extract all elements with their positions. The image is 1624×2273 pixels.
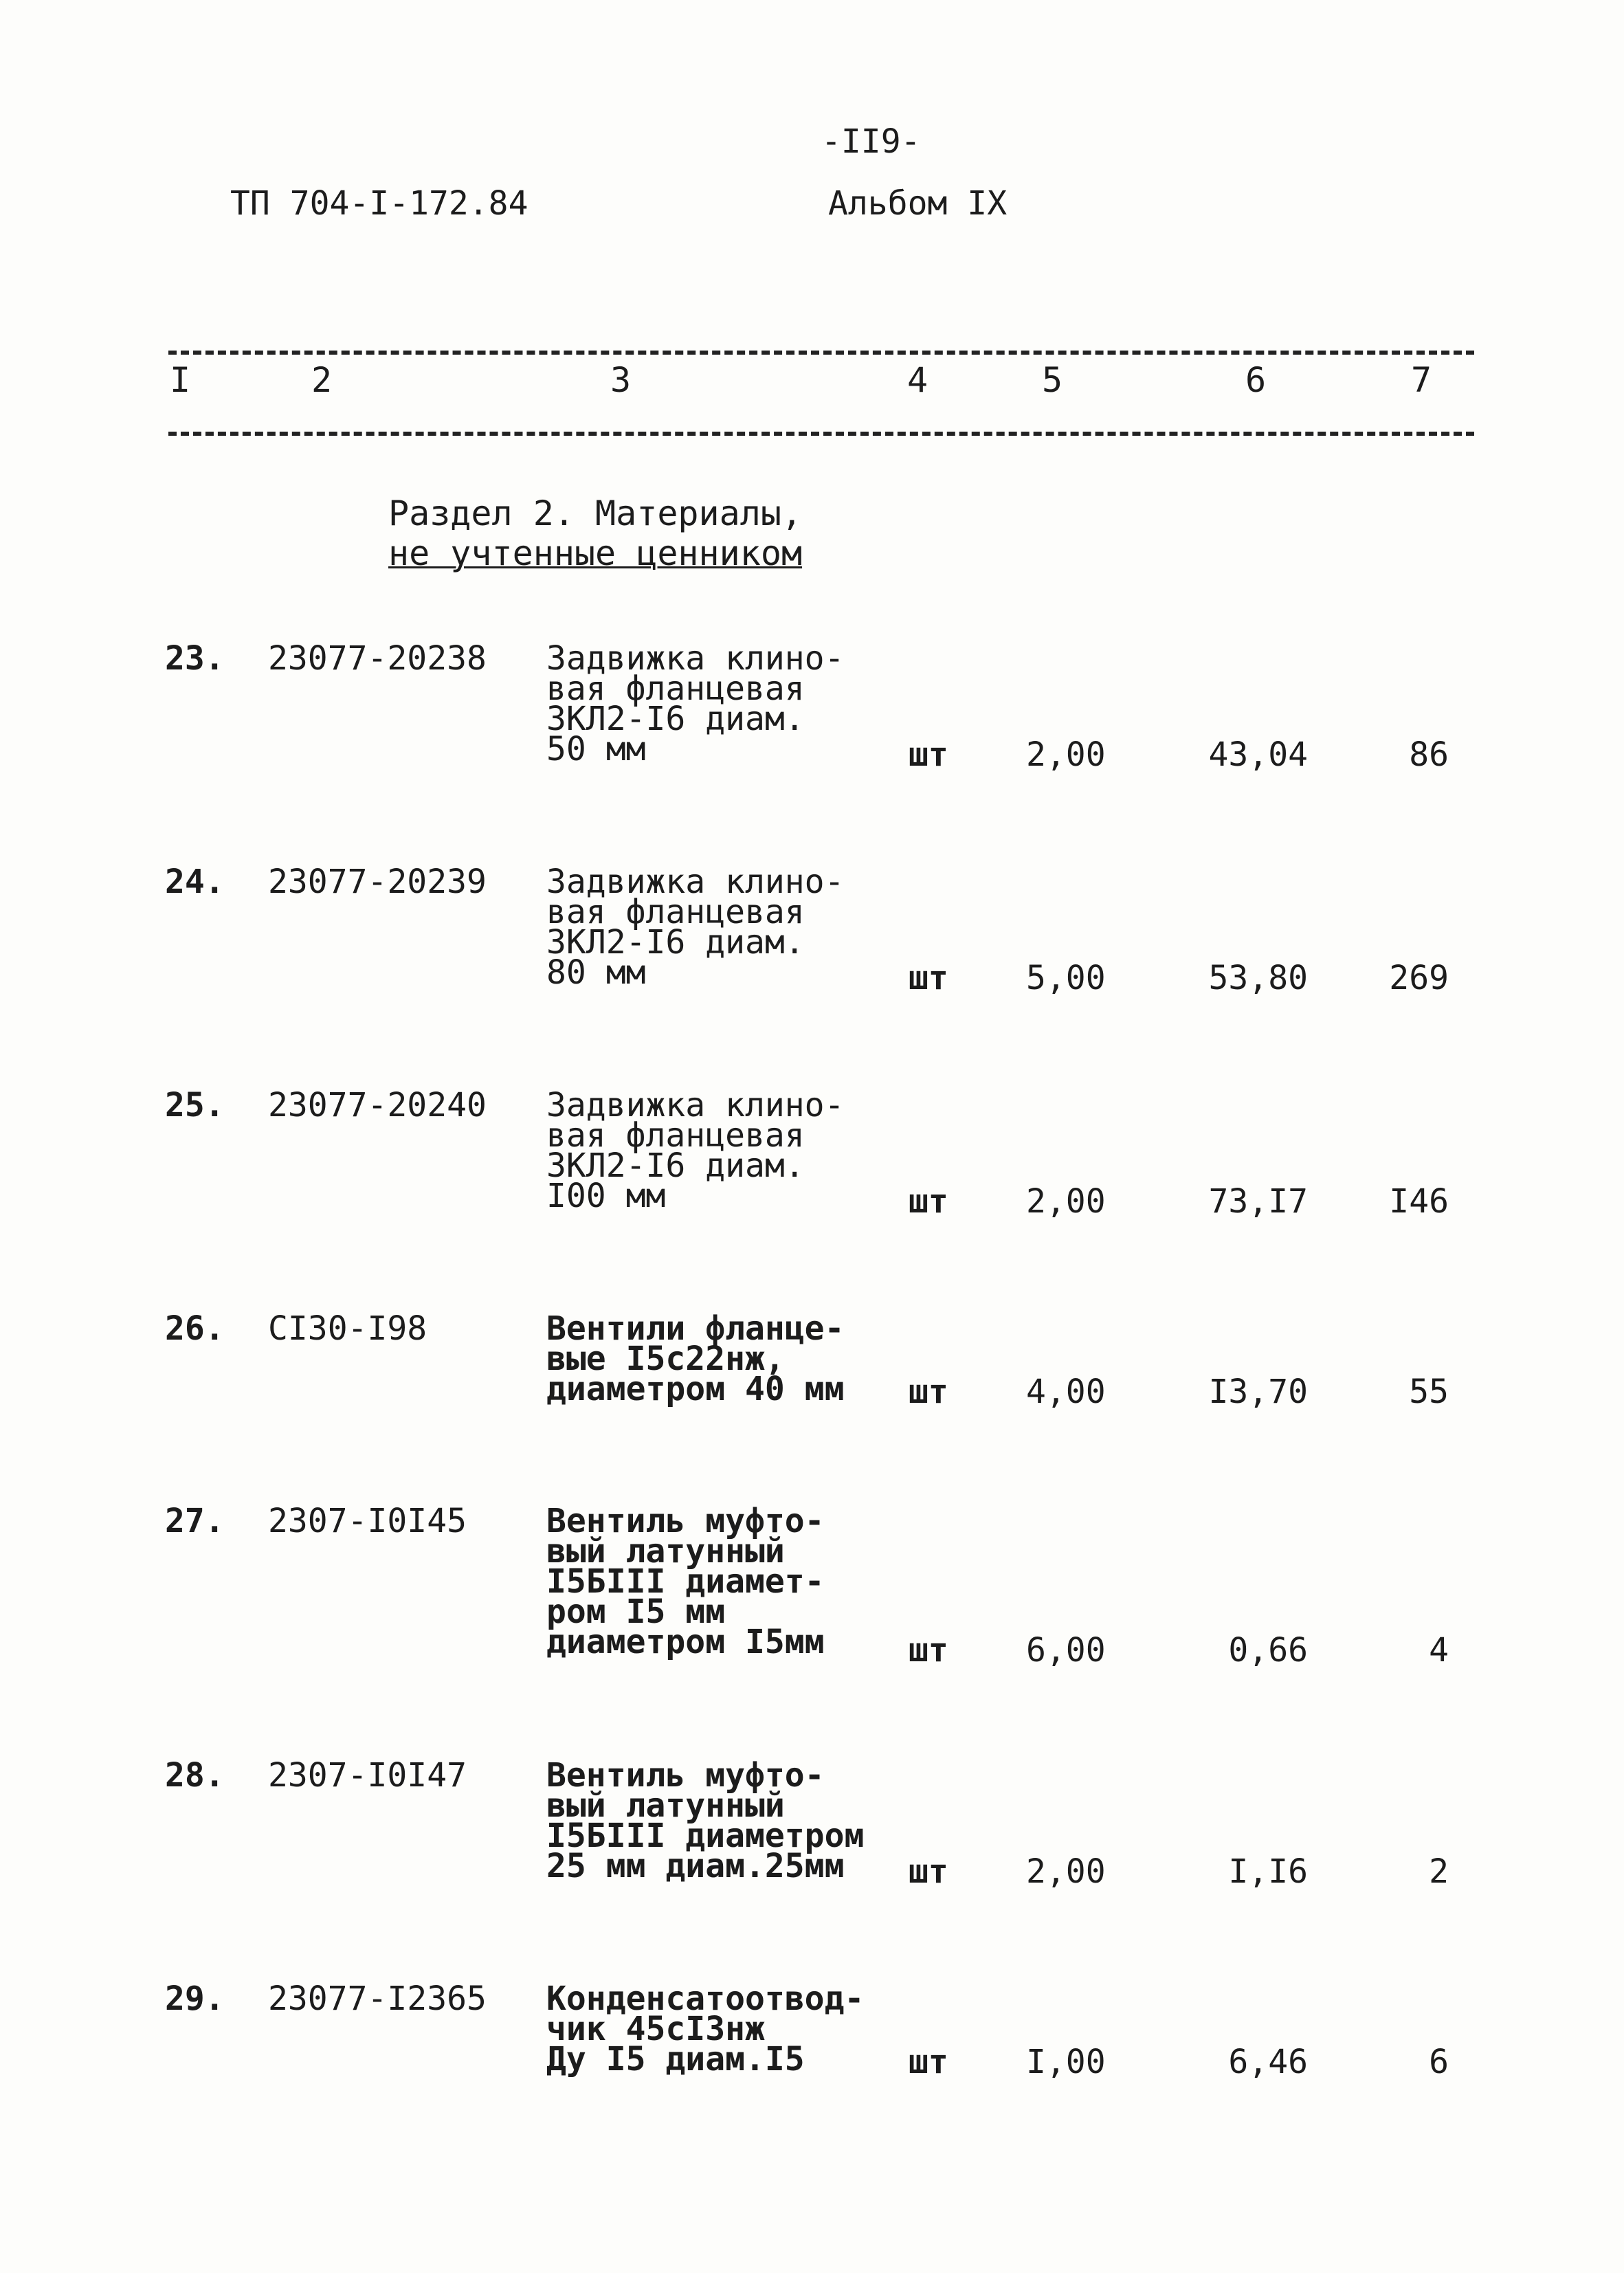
row-price: I3,70 xyxy=(1208,1373,1308,1411)
album-label: Альбом IX xyxy=(828,184,1008,223)
row-quantity: 2,00 xyxy=(1026,1182,1106,1221)
section-title-line1: Раздел 2. Материалы, xyxy=(388,494,803,533)
row-number: 25. xyxy=(165,1086,225,1124)
row-code: 23077-20239 xyxy=(268,863,487,901)
row-description: Вентили фланце- вые I5с22нж, диаметром 40 мм xyxy=(546,1309,845,1408)
table-header-bottom-rule xyxy=(168,432,1474,436)
row-number: 26. xyxy=(165,1309,225,1348)
row-number: 29. xyxy=(165,1980,225,2018)
row-unit: шт xyxy=(909,735,948,774)
row-unit: шт xyxy=(909,959,948,997)
row-total: 2 xyxy=(1429,1852,1449,1891)
row-price: I,I6 xyxy=(1228,1852,1308,1891)
row-quantity: I,00 xyxy=(1026,2043,1106,2081)
row-number: 24. xyxy=(165,863,225,901)
row-quantity: 2,00 xyxy=(1026,1852,1106,1891)
row-price: 53,80 xyxy=(1208,959,1308,997)
row-number: 28. xyxy=(165,1756,225,1795)
row-price: 0,66 xyxy=(1228,1631,1308,1670)
column-header-1: I xyxy=(170,360,191,400)
row-number: 23. xyxy=(165,639,225,678)
row-total: 4 xyxy=(1429,1631,1449,1670)
row-description: Задвижка клино- вая фланцевая ЗКЛ2-I6 диам. I00 мм xyxy=(546,1086,845,1215)
column-header-5: 5 xyxy=(1042,360,1063,400)
row-code: 23077-I2365 xyxy=(268,1980,487,2018)
row-code: 23077-20240 xyxy=(268,1086,487,1124)
row-price: 43,04 xyxy=(1208,735,1308,774)
column-header-3: 3 xyxy=(610,360,632,400)
row-quantity: 5,00 xyxy=(1026,959,1106,997)
row-code: 23077-20238 xyxy=(268,639,487,678)
table-header-top-rule xyxy=(168,351,1474,355)
row-quantity: 6,00 xyxy=(1026,1631,1106,1670)
page-number: -II9- xyxy=(821,122,921,161)
row-quantity: 4,00 xyxy=(1026,1373,1106,1411)
row-total: I46 xyxy=(1389,1182,1449,1221)
row-description: Конденсатоотвод- чик 45сI3нж Ду I5 диам.I5 xyxy=(546,1980,865,2078)
column-header-7: 7 xyxy=(1411,360,1432,400)
row-unit: шт xyxy=(909,1182,948,1221)
row-description: Задвижка клино- вая фланцевая ЗКЛ2-I6 диам. 50 мм xyxy=(546,639,845,768)
row-total: 269 xyxy=(1389,959,1449,997)
document-code: ТП 704-I-172.84 xyxy=(230,184,529,223)
row-unit: шт xyxy=(909,1373,948,1411)
row-code: 2307-I0I47 xyxy=(268,1756,467,1795)
row-code: 2307-I0I45 xyxy=(268,1502,467,1540)
row-total: 86 xyxy=(1409,735,1449,774)
row-price: 73,I7 xyxy=(1208,1182,1308,1221)
row-description: Вентиль муфто- вый латунный I5БIII диамет- ром I5 мм диаметром I5мм xyxy=(546,1502,825,1661)
row-code: CI30-I98 xyxy=(268,1309,427,1348)
column-header-6: 6 xyxy=(1245,360,1267,400)
column-header-2: 2 xyxy=(311,360,333,400)
row-price: 6,46 xyxy=(1228,2043,1308,2081)
section-heading xyxy=(388,494,802,573)
row-total: 6 xyxy=(1429,2043,1449,2081)
row-description: Задвижка клино- вая фланцевая ЗКЛ2-I6 диам. 80 мм xyxy=(546,863,845,992)
row-unit: шт xyxy=(909,1631,948,1670)
row-quantity: 2,00 xyxy=(1026,735,1106,774)
section-title-line2: не учтенные ценником xyxy=(388,533,803,573)
row-total: 55 xyxy=(1409,1373,1449,1411)
row-unit: шт xyxy=(909,2043,948,2081)
row-description: Вентиль муфто- вый латунный I5БIII диаметром 25 мм диам.25мм xyxy=(546,1756,865,1885)
row-unit: шт xyxy=(909,1852,948,1891)
column-header-4: 4 xyxy=(907,360,928,400)
row-number: 27. xyxy=(165,1502,225,1540)
